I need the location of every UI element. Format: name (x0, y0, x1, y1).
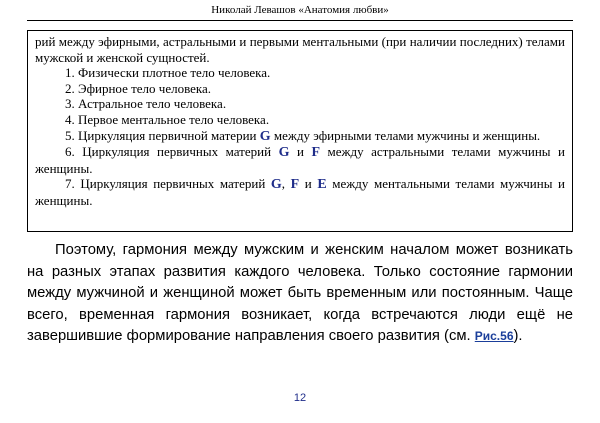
legend-box (27, 30, 573, 232)
running-header: Николай Левашов «Анатомия любви» (27, 3, 573, 21)
legend-item-7 (35, 176, 565, 208)
matter-letter-g: G (259, 128, 271, 144)
legend-item: 3. Астральное тело человека. (65, 96, 227, 112)
legend-intro: рий между эфирными, астральными и первыми ментальными (при наличии последних) телами мужской и женской сущностей. (35, 34, 565, 65)
legend-item: 1. Физически плотное тело человека. (65, 65, 271, 81)
legend-item-text: между астральными телами мужчины и женщины. (35, 144, 565, 176)
figure-link[interactable]: Рис.56 (474, 329, 514, 343)
legend-item-text: между эфирными телами мужчины и женщины. (270, 127, 541, 143)
legend-item-text: 5. Циркуляция первичной материи (65, 127, 260, 143)
matter-letter-e: E (317, 177, 327, 193)
paragraph-text: Поэтому, гармония между мужским и женским началом может возникать на разных этапах развития каждого человека. Только состояние гармонии между мужчиной и женщиной может быть временным или постоянным. Чаще всего, временная гармония возникает, когда встречаются люди ещё не завершившие формирование направления своего развития (см. (27, 242, 573, 344)
matter-letter-f: F (290, 177, 300, 193)
paragraph-end: ). (513, 328, 523, 344)
legend-item-text: между ментальными телами мужчины и женщины. (35, 176, 565, 208)
legend-item-text: , (281, 176, 291, 192)
legend-item-5 (35, 128, 565, 145)
legend-item-text: 6. Циркуляция первичных материй (65, 144, 279, 160)
matter-letter-f: F (311, 145, 321, 161)
page-number: 12 (293, 392, 307, 404)
legend-item: 4. Первое ментальное тело человека. (65, 111, 270, 127)
body-paragraph (27, 240, 573, 348)
matter-letter-g: G (278, 145, 290, 161)
legend-item-text: 7. Циркуляция первичных материй (65, 176, 271, 192)
legend-item: 2. Эфирное тело человека. (65, 80, 212, 96)
legend-item-text: и (299, 176, 318, 192)
legend-item-text: и (289, 144, 312, 160)
matter-letter-g: G (270, 177, 282, 193)
legend-item-6 (35, 144, 565, 176)
